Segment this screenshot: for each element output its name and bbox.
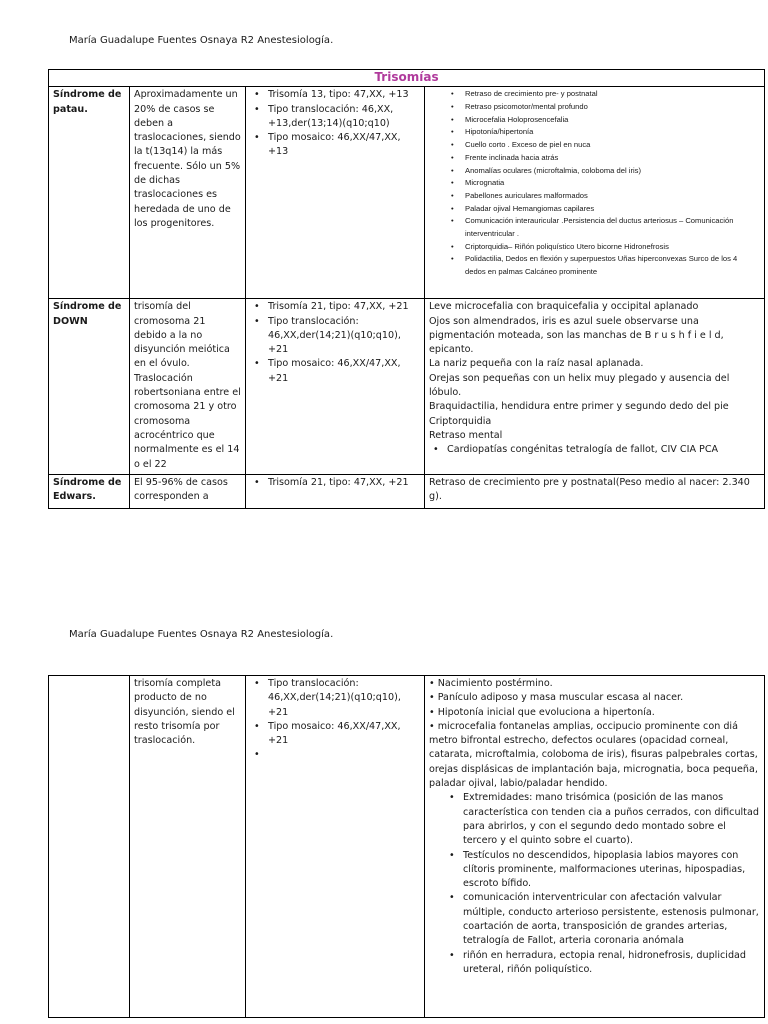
karyotype-item: • Tipo mosaico: 46,XX/47,XX, +21 bbox=[250, 720, 420, 749]
feature-item: • Paladar ojival Hemangiomas capilares bbox=[429, 203, 760, 216]
feature-item: • comunicación interventricular con afectación valvular múltiple, conducto arterioso persistente, estenosis pulmonar, coartación de aorta, transposición de grandes arterias, tetralogía de Fallot, arteria coronaria anómala bbox=[429, 891, 760, 948]
feature-line: • microcefalia fontanelas amplias, occipucio prominente con diá metro bifrontal estrecho, defectos oculares (opacidad corneal, catarata, microftalmia, coloboma de iris), fisuras palpebrales cortas, orejas displásicas de implantación baja, micrognatia, boca pequeña, paladar ojival, labio/paladar hendido. bbox=[429, 720, 758, 790]
cause-text: trisomía del cromosoma 21 debido a la no disyunción meiótica en el óvulo. Traslocación robertsoniana entre el cromosoma 21 y otro cromosoma acrocéntrico que normalmente es el 14 o el 22 bbox=[130, 299, 246, 475]
karyotype-item: • Tipo mosaico: 46,XX/47,XX, +13 bbox=[250, 131, 420, 160]
feature-item: • Microcefalia Holoprosencefalia bbox=[429, 114, 760, 127]
feature-item: • Retraso psicomotor/mental profundo bbox=[429, 101, 760, 114]
features-cell bbox=[425, 299, 765, 475]
cause-text: El 95-96% de casos corresponden a bbox=[130, 474, 246, 508]
syndrome-name: Síndrome de Edwars. bbox=[49, 474, 130, 508]
feature-item: • Extremidades: mano trisómica (posición de las manos característica con tenden cia a puños cerrados, con dificultad para abrirlos, y con el segundo dedo montado sobre el tercero y el quinto sobre el cuarto). bbox=[429, 791, 760, 848]
karyotype-item: • Tipo mosaico: 46,XX/47,XX, +21 bbox=[250, 357, 420, 386]
trisomy-table-continued bbox=[48, 675, 765, 1018]
feature-item: • Pabellones auriculares malformados bbox=[429, 190, 760, 203]
table-row bbox=[49, 299, 765, 475]
feature-item: • Comunicación interauricular .Persistencia del ductus arteriosus – Comunicación interventricular . bbox=[429, 215, 760, 240]
syndrome-name: Síndrome de DOWN bbox=[49, 299, 130, 475]
feature-item: • Testículos no descendidos, hipoplasia labios mayores con clítoris prominente, malformaciones uterinas, hipospadias, escroto bífido. bbox=[429, 849, 760, 892]
feature-item: • Cardiopatías congénitas tetralogía de fallot, CIV CIA PCA bbox=[429, 443, 760, 457]
feature-item: • Hipotonía/hipertonía bbox=[429, 126, 760, 139]
feature-item: • riñón en herradura, ectopia renal, hidronefrosis, duplicidad ureteral, riñón poliquístico. bbox=[429, 949, 760, 978]
karyotype-item: • Tipo translocación: 46,XX,der(14;21)(q10;q10), +21 bbox=[250, 677, 420, 720]
karyotype-item: • Tipo translocación: 46,XX, +13,der(13;14)(q10;q10) bbox=[250, 103, 420, 132]
karyotype-item: • Tipo translocación: 46,XX,der(14;21)(q10;q10), +21 bbox=[250, 315, 420, 358]
page-header: María Guadalupe Fuentes Osnaya R2 Anestesiología. bbox=[69, 35, 334, 46]
page-header: María Guadalupe Fuentes Osnaya R2 Anestesiología. bbox=[69, 629, 334, 640]
table-row bbox=[49, 676, 765, 1018]
karyotype-item: • Trisomía 21, tipo: 47,XX, +21 bbox=[250, 300, 420, 314]
feature-item: • Polidactilia, Dedos en flexión y superpuestos Uñas hiperconvexas Surco de los 4 dedos en palmas Calcáneo prominente bbox=[429, 253, 760, 278]
feature-line: Retraso mental bbox=[429, 429, 503, 441]
cause-text: trisomía completa producto de no disyunción, siendo el resto trisomía por traslocación. bbox=[130, 676, 246, 1018]
table-row bbox=[49, 87, 765, 299]
karyotype-item: • Trisomía 13, tipo: 47,XX, +13 bbox=[250, 88, 420, 102]
table-title: Trisomías bbox=[374, 70, 439, 84]
trisomy-table bbox=[48, 69, 765, 509]
table-title-cell bbox=[49, 70, 765, 87]
feature-line: Leve microcefalia con braquicefalia y occipital aplanado bbox=[429, 301, 699, 313]
feature-line: Braquidactilia, hendidura entre primer y segundo dedo del pie bbox=[429, 401, 729, 413]
feature-item: • Micrognatia bbox=[429, 177, 760, 190]
feature-line: Orejas son pequeñas con un helix muy plegado y ausencia del lóbulo. bbox=[429, 372, 730, 399]
cause-text: Aproximadamente un 20% de casos se deben a traslocaciones, siendo la t(13q14) la más frecuente. Sólo un 5% de dichas traslocaciones es heredada de uno de los progenitores. bbox=[130, 87, 246, 299]
feature-line: • Hipotonía inicial que evoluciona a hipertonía. bbox=[429, 706, 655, 718]
feature-line: Ojos son almendrados, iris es azul suele observarse una pigmentación moteada, son las manchas de B r u s h f i e l d, epicanto. bbox=[429, 315, 724, 356]
feature-line: Criptorquidia bbox=[429, 415, 492, 427]
feature-line: • Nacimiento postérmino. bbox=[429, 678, 553, 689]
syndrome-name-empty bbox=[49, 676, 130, 1018]
feature-item: • Cuello corto . Exceso de piel en nuca bbox=[429, 139, 760, 152]
feature-item: • Anomalías oculares (microftalmia, coloboma del iris) bbox=[429, 165, 760, 178]
table-row bbox=[49, 474, 765, 508]
feature-line: • Panículo adiposo y masa muscular escasa al nacer. bbox=[429, 692, 684, 704]
feature-item: • Frente inclinada hacia atrás bbox=[429, 152, 760, 165]
feature-item: • Criptorquidia– Riñón poliquístico Utero bicorne Hidronefrosis bbox=[429, 241, 760, 254]
syndrome-name: Síndrome de patau. bbox=[49, 87, 130, 299]
karyotype-cell bbox=[246, 676, 425, 1018]
features-text: Retraso de crecimiento pre y postnatal(Peso medio al nacer: 2.340 g). bbox=[425, 474, 765, 508]
feature-item: • Retraso de crecimiento pre- y postnatal bbox=[429, 88, 760, 101]
karyotype-item: • Trisomía 21, tipo: 47,XX, +21 bbox=[250, 476, 420, 490]
karyotype-item bbox=[250, 748, 420, 762]
karyotype-cell bbox=[246, 87, 425, 299]
karyotype-cell bbox=[246, 474, 425, 508]
feature-line: La nariz pequeña con la raíz nasal aplanada. bbox=[429, 358, 644, 370]
features-cell bbox=[425, 676, 765, 1018]
karyotype-cell bbox=[246, 299, 425, 475]
features-cell bbox=[425, 87, 765, 299]
